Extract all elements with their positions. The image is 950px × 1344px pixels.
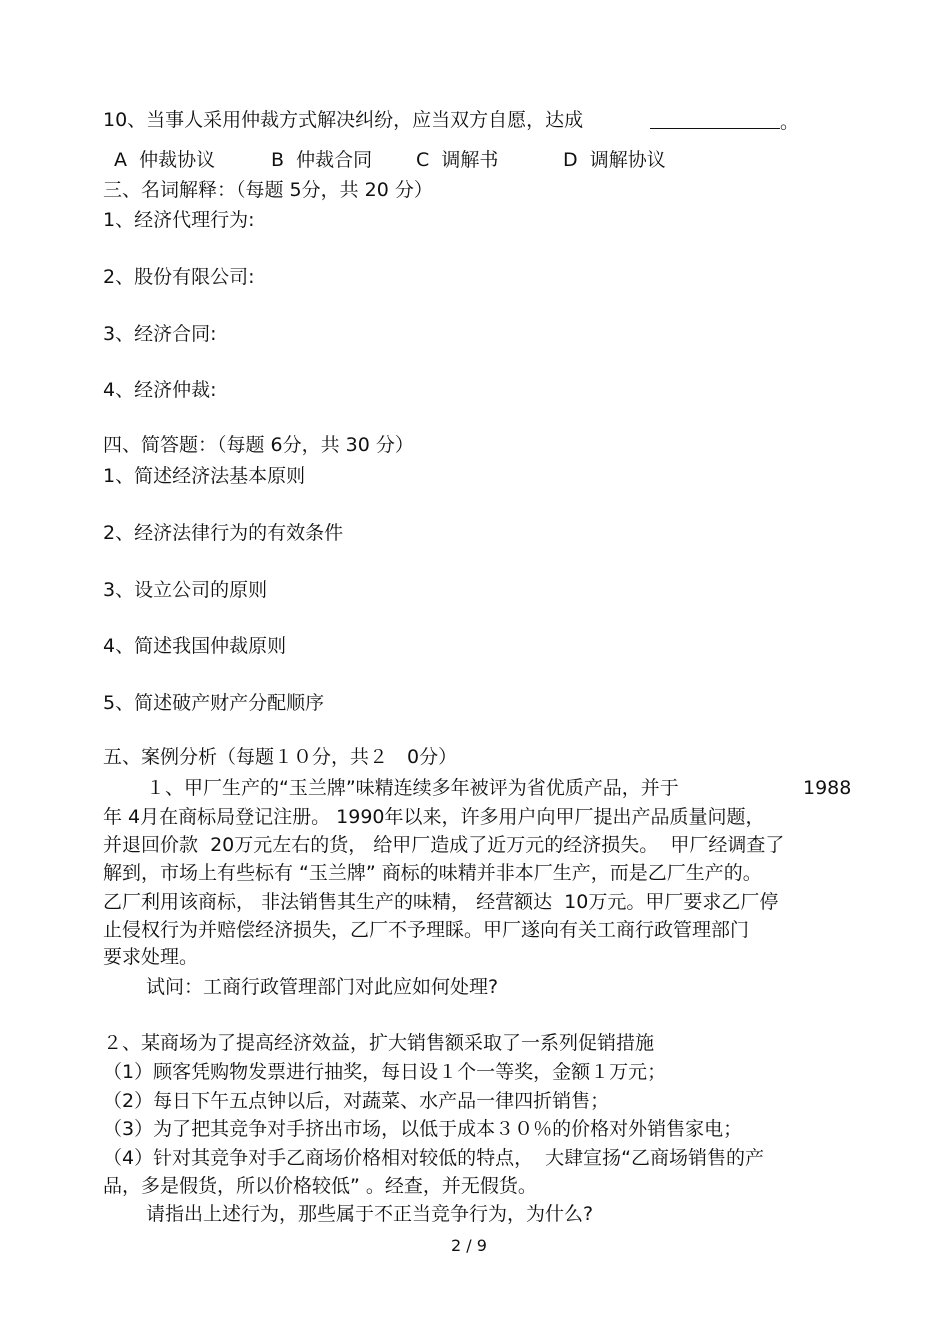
case2-measure-5: 品，多是假货，所以价格较低” 。经查，并无假货。 <box>103 1175 537 1197</box>
case1-line-2: 年 4月在商标局登记注册。 1990年以来，许多用户向甲厂提出产品质量问题， <box>103 806 765 828</box>
section3-item-1: 1、经济代理行为: <box>103 209 255 231</box>
q10-option-d: D 调解协议 <box>563 149 666 171</box>
case1-year: 1988 <box>803 777 852 799</box>
case1-line-7: 要求处理。 <box>103 946 199 968</box>
case2-question: 请指出上述行为，那些属于不正当竞争行为，为什么? <box>146 1203 594 1225</box>
case2-intro: ２、某商场为了提高经济效益，扩大销售额采取了一系列促销措施 <box>103 1032 655 1054</box>
q10-option-c: C 调解书 <box>416 149 499 171</box>
q10-end-mark: 。 <box>780 111 800 133</box>
section3-item-3: 3、经济合同: <box>103 323 217 345</box>
section4-item-4: 4、简述我国仲裁原则 <box>103 635 287 657</box>
case1-line-3: 并退回价款 20万元左右的货， 给甲厂造成了近万元的经济损失。 甲厂经调查了 <box>103 834 785 856</box>
section5-heading: 五、案例分析（每题１０分，共２ 0分） <box>103 746 458 768</box>
case1-question: 试问：工商行政管理部门对此应如何处理? <box>146 976 499 998</box>
case1-line-5: 乙厂利用该商标， 非法销售其生产的味精， 经营额达 10万元。甲厂要求乙厂停 <box>103 891 779 913</box>
case2-measure-3: （3）为了把其竞争对手挤出市场，以低于成本３０％的价格对外销售家电； <box>103 1118 743 1140</box>
q10-option-b: B 仲裁合同 <box>271 149 373 171</box>
section4-heading: 四、简答题：（每题 6分，共 30 分） <box>103 434 414 456</box>
page-number: 2 / 9 <box>451 1236 487 1255</box>
case1-line-4: 解到，市场上有些标有 “玉兰牌” 商标的味精并非本厂生产，而是乙厂生产的。 <box>103 862 762 884</box>
section3-item-2: 2、股份有限公司: <box>103 266 255 288</box>
section4-item-1: 1、简述经济法基本原则 <box>103 465 306 487</box>
q10-option-a: A 仲裁协议 <box>114 149 216 171</box>
q10-stem: 10、当事人采用仲裁方式解决纠纷，应当双方自愿，达成 <box>103 109 584 131</box>
section3-item-4: 4、经济仲裁: <box>103 379 217 401</box>
q10-answer-blank[interactable] <box>650 128 780 129</box>
section4-item-2: 2、经济法律行为的有效条件 <box>103 522 344 544</box>
section4-item-3: 3、设立公司的原则 <box>103 579 268 601</box>
case2-measure-4: （4）针对其竞争对手乙商场价格相对较低的特点， 大肆宣扬“乙商场销售的产 <box>103 1147 765 1169</box>
case2-measure-2: （2）每日下午五点钟以后，对蔬菜、水产品一律四折销售； <box>103 1090 610 1112</box>
case1-line-6: 止侵权行为并赔偿经济损失，乙厂不予理睬。甲厂遂向有关工商行政管理部门 <box>103 919 750 941</box>
case1-line-1: １、甲厂生产的“玉兰牌”味精连续多年被评为省优质产品，并于 <box>146 777 679 799</box>
section3-heading: 三、名词解释：（每题 5分，共 20 分） <box>103 179 433 201</box>
section4-item-5: 5、简述破产财产分配顺序 <box>103 692 325 714</box>
case2-measure-1: （1）顾客凭购物发票进行抽奖，每日设１个一等奖，金额１万元； <box>103 1061 667 1083</box>
